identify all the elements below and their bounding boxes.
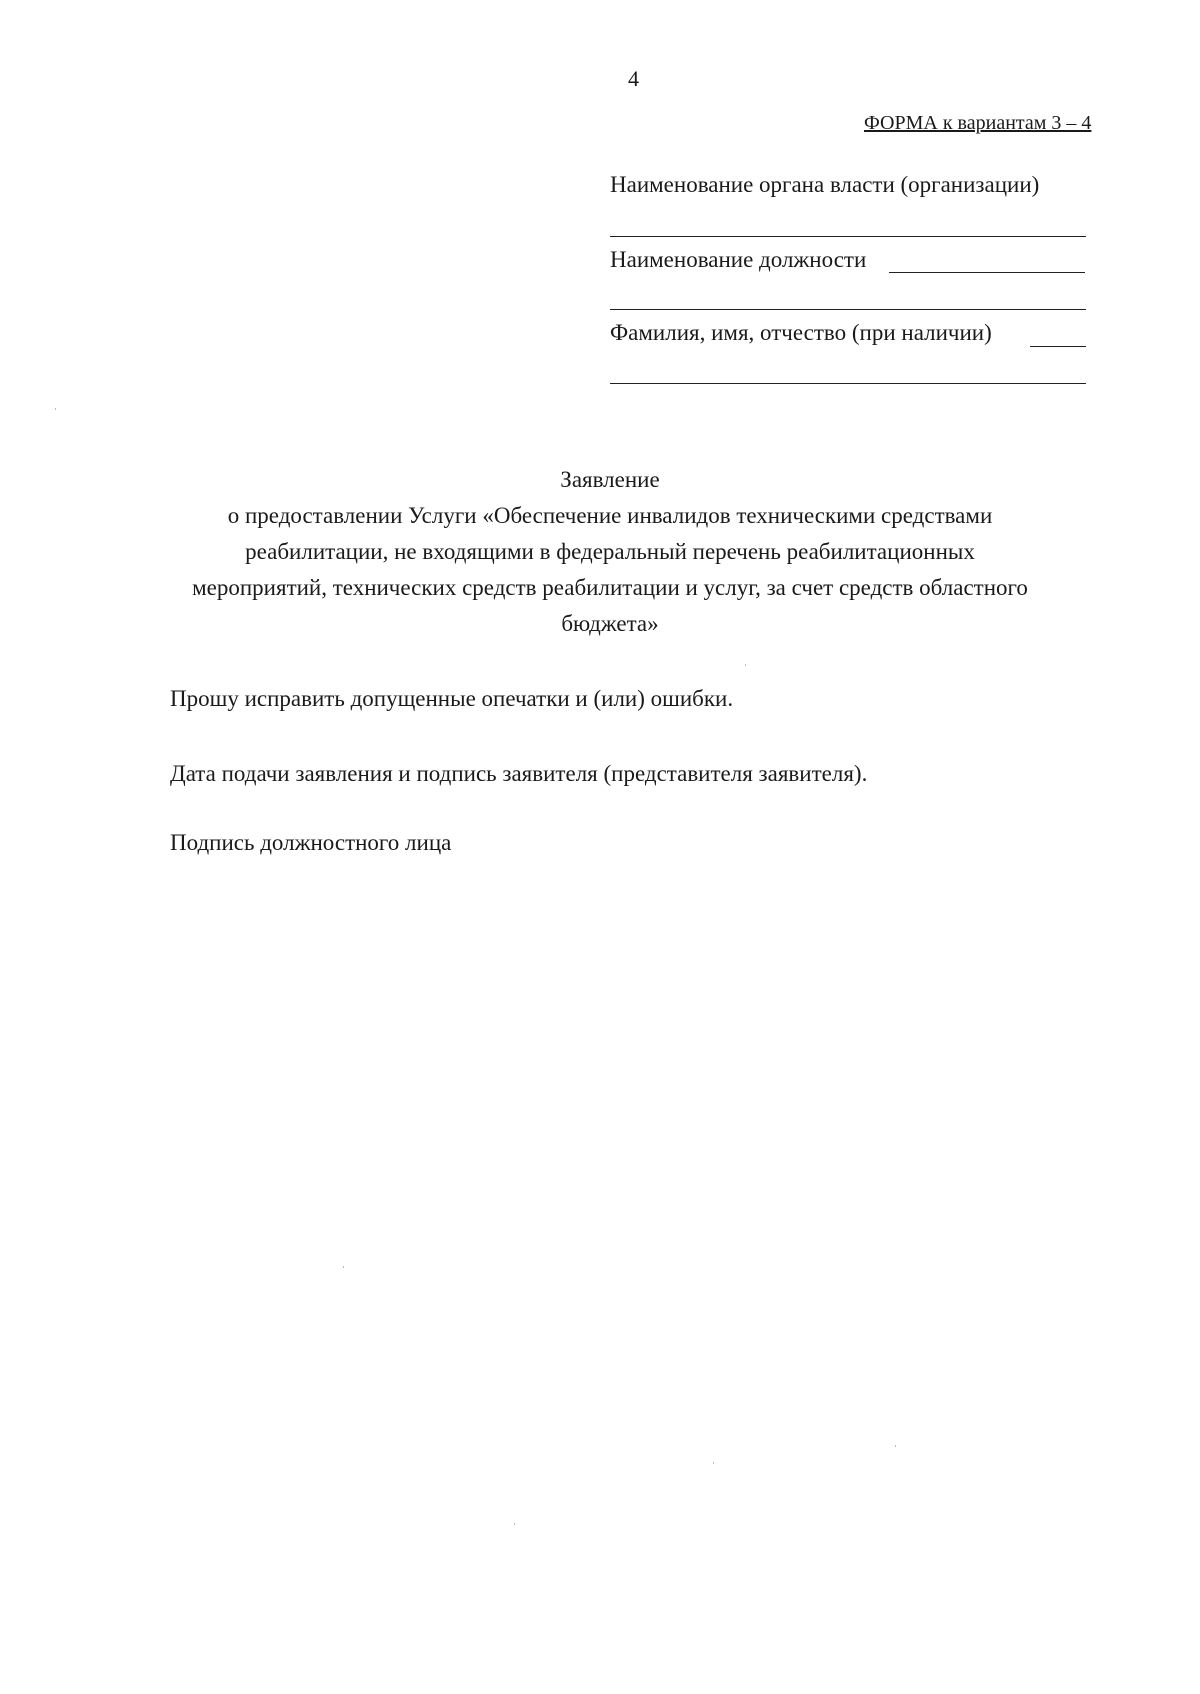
scan-speck: [55, 408, 56, 410]
scan-speck: [514, 1523, 515, 1525]
form-variant-label: ФОРМА к вариантам 3 – 4: [864, 112, 1092, 134]
position-continuation-line: [610, 309, 1086, 310]
page-number: 4: [628, 66, 639, 91]
scan-speck: [895, 1445, 896, 1447]
application-title-line: о предоставлении Услуги «Обеспечение инвалидов техническими средствами: [227, 503, 993, 528]
position-label: Наименование должности: [610, 247, 867, 272]
application-title-line: бюджета»: [561, 611, 659, 636]
scan-speck: [713, 1462, 714, 1464]
scan-speck: [343, 1266, 344, 1268]
organization-label: Наименование органа власти (организации): [610, 172, 1040, 197]
application-heading: Заявление: [560, 467, 660, 492]
correction-request-text: Прошу исправить допущенные опечатки и (или) ошибки.: [170, 686, 734, 711]
date-signature-text: Дата подачи заявления и подпись заявителя (представителя заявителя).: [170, 761, 868, 786]
organization-blank-line: [610, 236, 1086, 237]
fio-blank-line: [1030, 346, 1086, 347]
official-signature-text: Подпись должностного лица: [170, 830, 452, 855]
fio-label: Фамилия, имя, отчество (при наличии): [610, 320, 992, 345]
application-title-line: реабилитации, не входящими в федеральный перечень реабилитационных: [245, 539, 975, 564]
scan-speck: [745, 664, 746, 666]
application-title-line: мероприятий, технических средств реабилитации и услуг, за счет средств областного: [192, 575, 1028, 600]
application-title-block: [140, 462, 1080, 642]
fio-continuation-line: [610, 383, 1086, 384]
position-blank-line: [889, 272, 1085, 273]
